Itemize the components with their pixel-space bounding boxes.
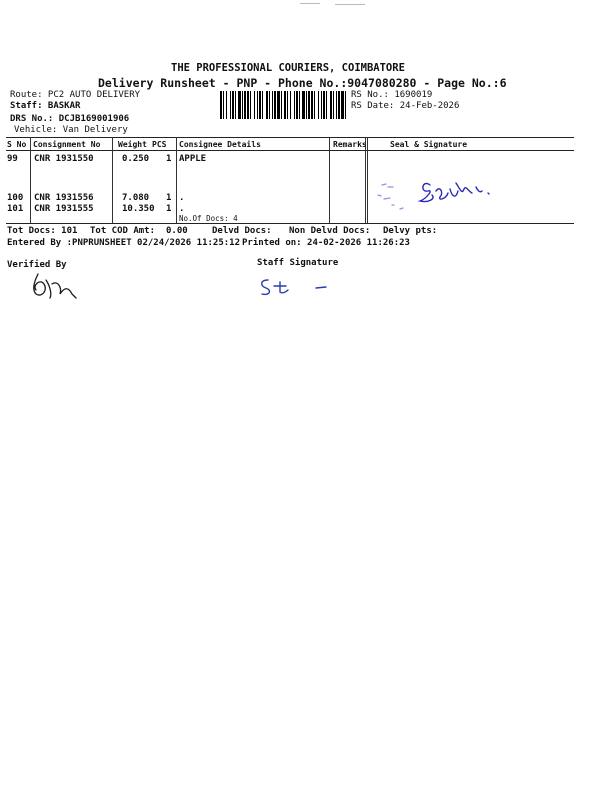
recipient-signature [370, 165, 510, 220]
header-consignee: Consignee Details [179, 140, 261, 149]
header-sno: S No [7, 140, 27, 149]
staff-info: Staff: BASKAR [10, 101, 81, 111]
row-pcs: 1 [166, 204, 172, 214]
table-top-border [6, 137, 574, 138]
route-info: Route: PC2 AUTO DELIVERY [10, 90, 141, 100]
staff-signature-label: Staff Signature [257, 258, 339, 268]
rs-date: RS Date: 24-Feb-2026 [351, 101, 460, 111]
row-sno: 99 [7, 154, 18, 164]
row-consignee: . [179, 204, 185, 214]
header-consignment: Consignment No [33, 140, 101, 149]
total-cod-value: 0.00 [166, 226, 188, 236]
row-pcs: 1 [166, 193, 172, 203]
printed-on: Printed on: 24-02-2026 11:26:23 [242, 238, 410, 248]
header-remarks: Remarks [333, 140, 367, 149]
no-of-docs: No.Of Docs: 4 [179, 214, 238, 223]
row-weight: 0.250 [122, 154, 150, 164]
col-divider [329, 137, 330, 223]
rs-number: RS No.: 1690019 [351, 90, 433, 100]
header-seal-signature: Seal & Signature [390, 140, 468, 149]
entered-by: Entered By :PNPRUNSHEET 02/24/2026 11:25:12 [7, 238, 240, 248]
row-weight: 10.350 [122, 204, 155, 214]
col-divider [367, 137, 368, 223]
row-consignment: CNR 1931556 [34, 193, 94, 203]
row-consignment: CNR 1931550 [34, 154, 94, 164]
row-sno: 101 [7, 204, 24, 214]
verified-by-label: Verified By [7, 260, 67, 270]
header-pcs: PCS [152, 140, 167, 149]
delivered-docs: Delvd Docs: [212, 226, 272, 236]
header-weight: Weight [118, 140, 147, 149]
barcode [220, 91, 348, 119]
scan-artifact [300, 3, 320, 4]
row-consignee: APPLE [179, 154, 207, 164]
staff-signature [256, 276, 336, 300]
delivery-points: Delvy pts: [383, 226, 438, 236]
total-docs: Tot Docs: 101 [7, 226, 78, 236]
company-name: THE PROFESSIONAL COURIERS, COIMBATORE [171, 62, 405, 74]
total-cod-label: Tot COD Amt: [90, 226, 156, 236]
col-divider [30, 137, 31, 223]
verifier-signature [24, 268, 84, 304]
non-delivered-docs: Non Delvd Docs: [289, 226, 371, 236]
row-consignee: . [179, 193, 185, 203]
table-bottom-border [6, 223, 574, 224]
vehicle-info: Vehicle: Van Delivery [14, 125, 128, 135]
runsheet-subtitle: Delivery Runsheet - PNP - Phone No.:9047080280 - Page No.:6 [98, 76, 507, 90]
row-consignment: CNR 1931555 [34, 204, 94, 214]
scan-artifact [335, 4, 365, 5]
drs-number: DRS No.: DCJB169001906 [10, 114, 130, 124]
col-divider [112, 137, 113, 223]
table-header-border [6, 150, 574, 151]
row-sno: 100 [7, 193, 24, 203]
col-divider [176, 137, 177, 223]
row-pcs: 1 [166, 154, 172, 164]
row-weight: 7.080 [122, 193, 150, 203]
